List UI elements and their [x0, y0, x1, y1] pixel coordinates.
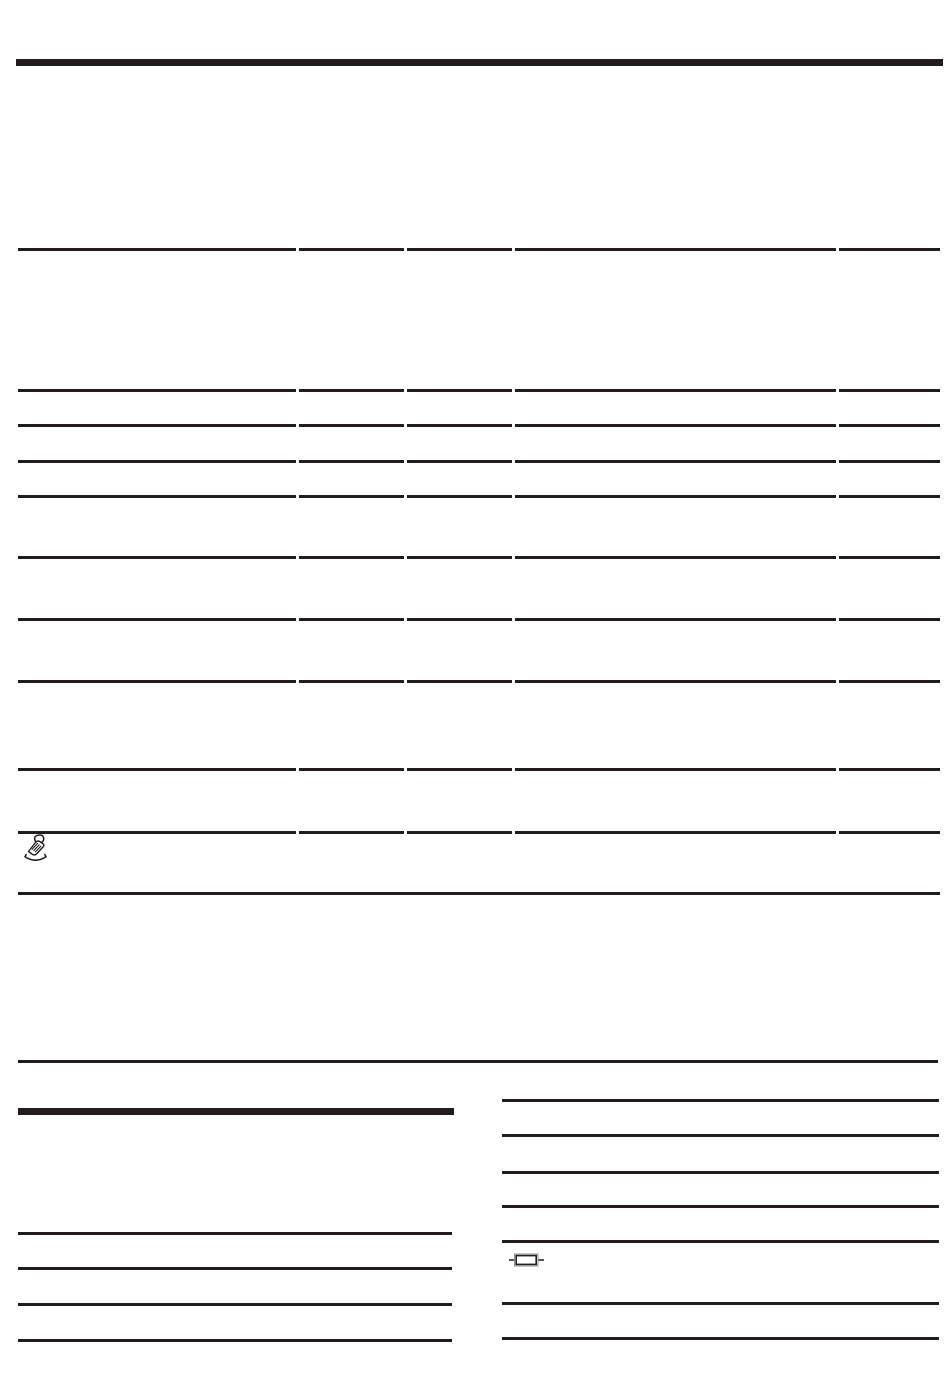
table-row-rule	[839, 831, 940, 834]
table-row-rule	[299, 768, 404, 771]
right-column-rule	[502, 1134, 939, 1137]
table-row-rule	[407, 389, 512, 392]
table-row-rule	[299, 248, 404, 251]
table-row-rule	[299, 460, 404, 463]
table-row-rule	[515, 618, 836, 621]
table-row-rule	[515, 460, 836, 463]
left-column-rule	[18, 1267, 452, 1270]
table-row-rule	[299, 389, 404, 392]
table-row-rule	[839, 424, 940, 427]
table-row-rule	[18, 768, 296, 771]
table-row-rule	[515, 680, 836, 683]
table-row-rule	[839, 495, 940, 498]
table-row-rule	[515, 556, 836, 559]
table-row-rule	[515, 495, 836, 498]
table-row-rule	[515, 831, 836, 834]
table-row-rule	[18, 680, 296, 683]
right-column-rule	[502, 1099, 939, 1102]
table-row-rule	[407, 618, 512, 621]
table-row-rule	[18, 618, 296, 621]
table-row-rule	[18, 495, 296, 498]
table-row-rule	[839, 618, 940, 621]
left-column-rule	[18, 1339, 452, 1342]
table-row-rule	[839, 248, 940, 251]
table-row-rule	[839, 768, 940, 771]
table-row-rule	[407, 831, 512, 834]
table-row-rule	[515, 768, 836, 771]
right-column-rule	[502, 1171, 939, 1174]
table-row-rule	[407, 768, 512, 771]
left-column-rule	[18, 1232, 452, 1235]
header-bar	[16, 59, 943, 66]
table-row-rule	[299, 831, 404, 834]
table-row-rule	[407, 460, 512, 463]
table-row-rule	[18, 460, 296, 463]
fuse-icon	[509, 1252, 544, 1268]
table-row-rule	[18, 424, 296, 427]
right-column-rule	[502, 1302, 939, 1305]
table-row-rule	[18, 831, 296, 834]
table-row-rule	[407, 495, 512, 498]
table-row-rule	[839, 556, 940, 559]
table-row-rule	[18, 556, 296, 559]
section-divider-rule	[18, 1060, 938, 1063]
table-row-rule	[407, 248, 512, 251]
table-row-rule	[407, 556, 512, 559]
table-row-rule	[515, 248, 836, 251]
table-row-rule	[299, 556, 404, 559]
table-row-rule	[515, 424, 836, 427]
table-row-rule	[515, 389, 836, 392]
table-bottom-rule	[18, 892, 940, 895]
table-row-rule	[839, 389, 940, 392]
table-row-rule	[299, 424, 404, 427]
table-row-rule	[407, 680, 512, 683]
table-row-rule	[18, 389, 296, 392]
table-row-rule	[839, 460, 940, 463]
left-heading-bar	[18, 1108, 454, 1115]
hand-note-icon	[23, 834, 48, 862]
table-row-rule	[299, 618, 404, 621]
table-row-rule	[839, 680, 940, 683]
left-column-rule	[18, 1303, 452, 1306]
table-row-rule	[18, 248, 296, 251]
table-row-rule	[299, 495, 404, 498]
right-column-rule	[502, 1240, 939, 1243]
table-row-rule	[299, 680, 404, 683]
table-row-rule	[407, 424, 512, 427]
right-column-rule	[502, 1205, 939, 1208]
right-column-rule	[502, 1337, 939, 1340]
